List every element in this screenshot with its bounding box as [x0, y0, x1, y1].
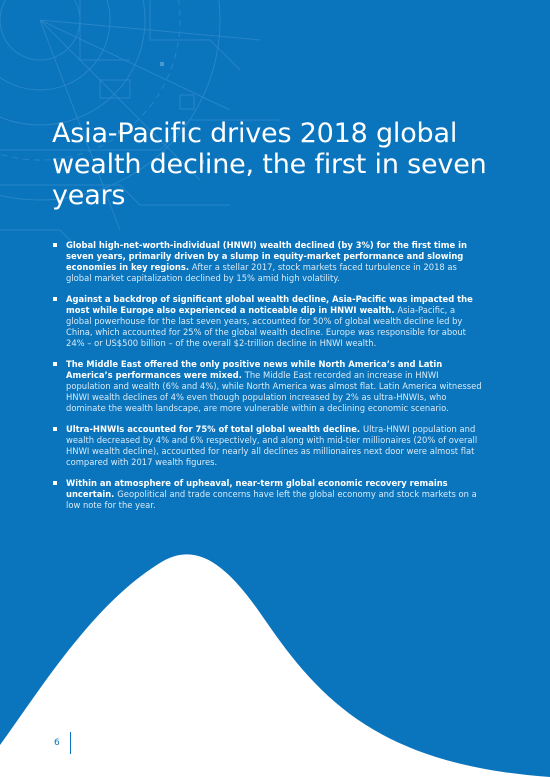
list-item — [52, 359, 482, 414]
white-curve-shape — [0, 554, 550, 777]
key-findings-list — [52, 240, 482, 521]
bullet-square-icon — [53, 243, 57, 247]
list-item — [52, 424, 482, 468]
bullet-lead: The Middle East offered the only positive news while North America’s and Latin America’s performances were mixed. — [66, 359, 443, 380]
bullet-square-icon — [53, 297, 57, 301]
list-item — [52, 478, 482, 511]
bullet-lead: Global high-net-worth-individual (HNWI) wealth declined (by 3%) for the first time in seven years, primarily driven by a slump in equity-market performance and slowing economies in key regions. — [66, 240, 467, 272]
page-number: 6 — [54, 738, 60, 748]
bullet-body: Geopolitical and trade concerns have left the global economy and stock markets on a low note for the year. — [66, 489, 477, 510]
list-item — [52, 294, 482, 349]
bullet-lead: Within an atmosphere of upheaval, near-term global economic recovery remains uncertain. — [66, 478, 448, 499]
page-number-divider — [70, 732, 71, 754]
bullet-square-icon — [53, 427, 57, 431]
bullet-body: Ultra-HNWI population and wealth decreased by 4% and 6% respectively, and along with mid-tier millionaires (20% of overall HNWI wealth decline), accounted for nearly all declines as millionaires next door were almost flat compared with 2017 wealth figures. — [66, 424, 478, 467]
bullet-body: After a stellar 2017, stock markets faced turbulence in 2018 as global market capitalization declined by 15% amid high volatility. — [66, 262, 457, 283]
bullet-lead: Against a backdrop of significant global wealth decline, Asia-Pacific was impacted the most while Europe also experienced a noticeable dip in HNWI wealth. — [66, 294, 473, 315]
bullet-body: The Middle East recorded an increase in HNWI population and wealth (6% and 4%), while North America was almost flat. Latin America witnessed HNWI wealth declines of 4% even though population increased by 2% as ultra-HNWIs, who dominate the wealth landscape, are more vulnerable within a declining economic scenario. — [66, 370, 482, 413]
page-title: Asia-Pacific drives 2018 global wealth decline, the first in seven years — [52, 118, 487, 211]
bullet-square-icon — [53, 362, 57, 366]
bullet-body: Asia-Pacific, a global powerhouse for the last seven years, accounted for 50% of global wealth decline led by China, which accounted for 25% of the global wealth decline. Europe was responsible for about 24% – or US$500 billion – of the overall $2-trillion decline in HNWI wealth. — [66, 305, 466, 348]
list-item — [52, 240, 482, 284]
bullet-square-icon — [53, 481, 57, 485]
bullet-lead: Ultra-HNWIs accounted for 75% of total global wealth decline. — [66, 424, 363, 434]
